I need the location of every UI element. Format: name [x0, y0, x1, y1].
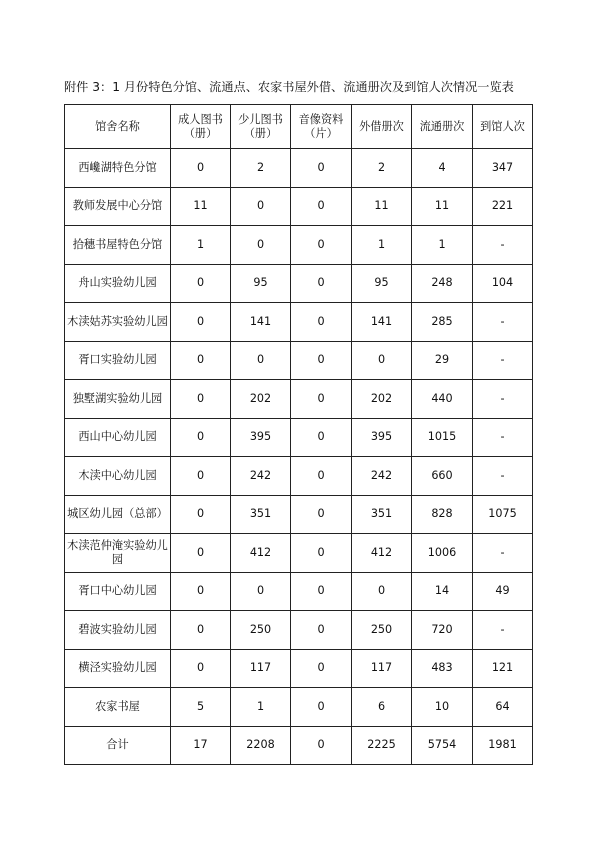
cell-loans: 1: [352, 226, 412, 265]
cell-visits: 347: [473, 149, 533, 188]
cell-visits: -: [473, 611, 533, 650]
table-row: [65, 226, 533, 265]
table-row: [65, 495, 533, 534]
cell-visits: -: [473, 226, 533, 265]
cell-circulation: 720: [412, 611, 473, 650]
cell-name: 独墅湖实验幼儿园: [65, 380, 171, 419]
cell-visits: 221: [473, 187, 533, 226]
table-row: [65, 264, 533, 303]
cell-av-materials: 0: [291, 495, 352, 534]
cell-child-books: 395: [231, 418, 291, 457]
cell-av-materials: 0: [291, 341, 352, 380]
cell-circulation: 29: [412, 341, 473, 380]
table-row: [65, 380, 533, 419]
cell-adult-books: 0: [171, 341, 231, 380]
cell-loans: 395: [352, 418, 412, 457]
statistics-table: [64, 104, 533, 765]
document-title: 附件 3：1 月份特色分馆、流通点、农家书屋外借、流通册次及到馆人次情况一览表: [64, 80, 514, 94]
cell-loans: 11: [352, 187, 412, 226]
cell-circulation: 5754: [412, 726, 473, 765]
cell-loans: 6: [352, 688, 412, 727]
cell-name: 西山中心幼儿园: [65, 418, 171, 457]
cell-visits: -: [473, 534, 533, 573]
cell-visits: -: [473, 457, 533, 496]
table-row: [65, 611, 533, 650]
cell-child-books: 351: [231, 495, 291, 534]
table-row: [65, 534, 533, 573]
cell-av-materials: 0: [291, 649, 352, 688]
cell-av-materials: 0: [291, 611, 352, 650]
cell-name: 教师发展中心分馆: [65, 187, 171, 226]
cell-child-books: 412: [231, 534, 291, 573]
cell-circulation: 483: [412, 649, 473, 688]
cell-circulation: 10: [412, 688, 473, 727]
cell-av-materials: 0: [291, 726, 352, 765]
table-body: [65, 149, 533, 765]
cell-name: 拾穗书屋特色分馆: [65, 226, 171, 265]
cell-circulation: 1: [412, 226, 473, 265]
header-cell-visits: 到馆人次: [473, 105, 533, 149]
table-row: [65, 303, 533, 342]
cell-adult-books: 0: [171, 380, 231, 419]
cell-visits: -: [473, 341, 533, 380]
cell-circulation: 1015: [412, 418, 473, 457]
cell-visits: -: [473, 418, 533, 457]
cell-child-books: 1: [231, 688, 291, 727]
cell-adult-books: 1: [171, 226, 231, 265]
table-row: [65, 649, 533, 688]
cell-circulation: 660: [412, 457, 473, 496]
cell-loans: 412: [352, 534, 412, 573]
cell-name: 木渎姑苏实验幼儿园: [65, 303, 171, 342]
cell-child-books: 202: [231, 380, 291, 419]
cell-adult-books: 0: [171, 572, 231, 611]
total-row: [65, 726, 533, 765]
cell-loans: 117: [352, 649, 412, 688]
cell-av-materials: 0: [291, 264, 352, 303]
cell-av-materials: 0: [291, 457, 352, 496]
table-row: [65, 418, 533, 457]
cell-av-materials: 0: [291, 380, 352, 419]
cell-av-materials: 0: [291, 572, 352, 611]
cell-loans: 202: [352, 380, 412, 419]
cell-loans: 0: [352, 341, 412, 380]
cell-visits: 49: [473, 572, 533, 611]
cell-name: 碧波实验幼儿园: [65, 611, 171, 650]
cell-adult-books: 0: [171, 495, 231, 534]
cell-visits: 104: [473, 264, 533, 303]
cell-child-books: 141: [231, 303, 291, 342]
cell-child-books: 0: [231, 187, 291, 226]
cell-name: 木渎范仲淹实验幼儿园: [65, 534, 171, 573]
cell-loans: 242: [352, 457, 412, 496]
cell-child-books: 0: [231, 341, 291, 380]
cell-name: 胥口中心幼儿园: [65, 572, 171, 611]
header-cell-loans: 外借册次: [352, 105, 412, 149]
cell-visits: 1981: [473, 726, 533, 765]
cell-av-materials: 0: [291, 534, 352, 573]
cell-name: 木渎中心幼儿园: [65, 457, 171, 496]
cell-child-books: 0: [231, 572, 291, 611]
cell-visits: 64: [473, 688, 533, 727]
cell-child-books: 95: [231, 264, 291, 303]
cell-adult-books: 0: [171, 611, 231, 650]
cell-loans: 0: [352, 572, 412, 611]
table-row: [65, 149, 533, 188]
header-cell-name: 馆舍名称: [65, 105, 171, 149]
cell-av-materials: 0: [291, 187, 352, 226]
cell-circulation: 828: [412, 495, 473, 534]
cell-visits: 121: [473, 649, 533, 688]
cell-child-books: 242: [231, 457, 291, 496]
cell-circulation: 4: [412, 149, 473, 188]
cell-adult-books: 0: [171, 149, 231, 188]
cell-loans: 250: [352, 611, 412, 650]
table-row: [65, 688, 533, 727]
cell-av-materials: 0: [291, 303, 352, 342]
cell-adult-books: 17: [171, 726, 231, 765]
cell-adult-books: 0: [171, 264, 231, 303]
cell-loans: 2: [352, 149, 412, 188]
cell-adult-books: 0: [171, 457, 231, 496]
cell-name: 西巉湖特色分馆: [65, 149, 171, 188]
cell-adult-books: 5: [171, 688, 231, 727]
cell-visits: -: [473, 303, 533, 342]
header-cell-av-materials: 音像资料（片）: [291, 105, 352, 149]
cell-circulation: 285: [412, 303, 473, 342]
cell-circulation: 248: [412, 264, 473, 303]
table-row: [65, 187, 533, 226]
cell-loans: 141: [352, 303, 412, 342]
cell-name: 横泾实验幼儿园: [65, 649, 171, 688]
cell-circulation: 440: [412, 380, 473, 419]
cell-loans: 2225: [352, 726, 412, 765]
table-row: [65, 572, 533, 611]
cell-circulation: 14: [412, 572, 473, 611]
cell-av-materials: 0: [291, 688, 352, 727]
cell-adult-books: 0: [171, 534, 231, 573]
cell-adult-books: 0: [171, 418, 231, 457]
cell-name: 合计: [65, 726, 171, 765]
cell-child-books: 117: [231, 649, 291, 688]
header-cell-adult-books: 成人图书（册）: [171, 105, 231, 149]
header-cell-circulation: 流通册次: [412, 105, 473, 149]
table-row: [65, 457, 533, 496]
cell-visits: -: [473, 380, 533, 419]
cell-name: 舟山实验幼儿园: [65, 264, 171, 303]
cell-child-books: 2: [231, 149, 291, 188]
cell-child-books: 0: [231, 226, 291, 265]
cell-circulation: 11: [412, 187, 473, 226]
header-row: [65, 105, 533, 149]
cell-av-materials: 0: [291, 418, 352, 457]
cell-loans: 351: [352, 495, 412, 534]
cell-name: 农家书屋: [65, 688, 171, 727]
header-cell-child-books: 少儿图书（册）: [231, 105, 291, 149]
cell-name: 城区幼儿园（总部）: [65, 495, 171, 534]
cell-loans: 95: [352, 264, 412, 303]
table-row: [65, 341, 533, 380]
cell-child-books: 2208: [231, 726, 291, 765]
cell-circulation: 1006: [412, 534, 473, 573]
cell-adult-books: 0: [171, 303, 231, 342]
cell-name: 胥口实验幼儿园: [65, 341, 171, 380]
cell-child-books: 250: [231, 611, 291, 650]
cell-adult-books: 0: [171, 649, 231, 688]
cell-av-materials: 0: [291, 226, 352, 265]
cell-av-materials: 0: [291, 149, 352, 188]
cell-visits: 1075: [473, 495, 533, 534]
cell-adult-books: 11: [171, 187, 231, 226]
